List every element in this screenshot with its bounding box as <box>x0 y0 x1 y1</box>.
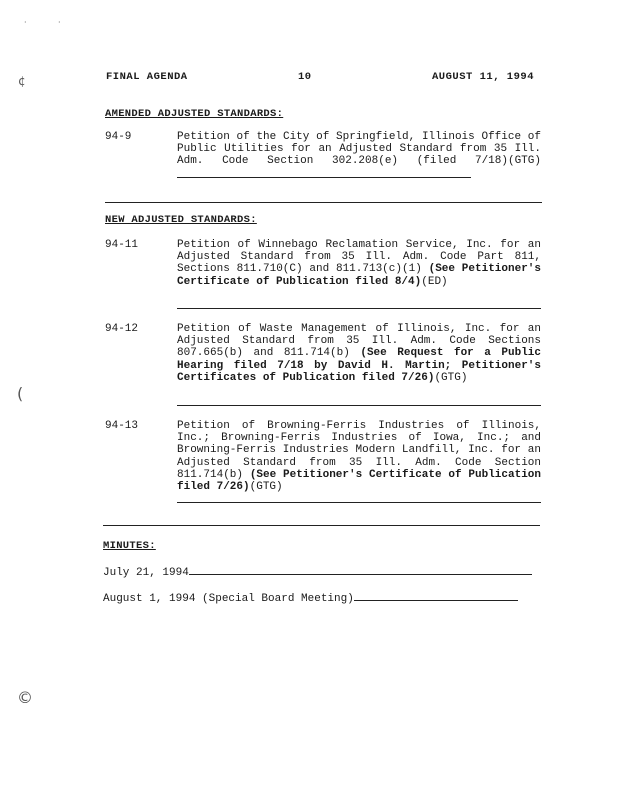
item-number: 94-11 <box>105 239 139 251</box>
item-description: Petition of Waste Management of Illinois, Inc. for an Adjusted Standard from 35 Ill. Adm. Code Sections 807.665(b) and 811.714(b) <box>177 323 541 360</box>
item-initials: (GTG) <box>249 481 283 494</box>
minutes-entry <box>103 590 518 605</box>
scan-mark: ¢ <box>18 74 26 88</box>
section-divider <box>105 202 542 203</box>
item-text <box>177 323 541 384</box>
scan-speck: · <box>58 18 61 27</box>
item-signature-line <box>177 308 541 309</box>
item-note: (See Petitioner's Certificate of Publication filed 8/4) <box>177 263 541 288</box>
item-note: (See Petitioner's Certificate of Publication filed 7/26) <box>177 468 541 494</box>
signature-line <box>177 168 471 178</box>
item-description: Petition of the City of Springfield, Illinois Office of Public Utilities for an Adjusted Standard from 35 Ill. Adm. Code Section 302.208(e) (filed 7/18) <box>177 131 541 168</box>
section-divider <box>103 525 540 526</box>
header-title: FINAL AGENDA <box>106 71 188 83</box>
item-initials: (ED) <box>421 275 448 288</box>
page-number: 10 <box>298 71 312 83</box>
item-number: 94-12 <box>105 323 139 335</box>
item-text <box>177 131 541 182</box>
signature-line <box>189 564 532 575</box>
minutes-entry <box>103 564 532 579</box>
item-number: 94-9 <box>105 131 132 143</box>
item-text <box>177 420 541 493</box>
signature-line <box>354 590 518 601</box>
scan-mark: © <box>17 688 33 707</box>
section-title-new: NEW ADJUSTED STANDARDS: <box>105 214 257 226</box>
item-note: (See Request for a Public Hearing filed 7/18 by David H. Martin; Petitioner's Certificates of Publication filed 7/26) <box>177 347 542 384</box>
section-title-minutes: MINUTES: <box>103 540 156 552</box>
scan-mark: ( <box>17 384 24 403</box>
item-initials: (GTG) <box>434 371 468 384</box>
item-description: Petition of Winnebago Reclamation Service, Inc. for an Adjusted Standard from 35 Ill. Adm. Code Part 811, Sections 811.710(C) and 811.713(c)(1) <box>177 239 541 276</box>
item-description: Petition of Browning-Ferris Industries of Illinois, Inc.; Browning-Ferris Industries of Iowa, Inc.; and Browning-Ferris Industries Modern Landfill, Inc. for an Adjusted Standard from 35 Ill. Adm. Code Section 811.714(b) <box>177 420 541 481</box>
header-date: AUGUST 11, 1994 <box>432 71 535 83</box>
item-initials: (GTG) <box>507 155 541 168</box>
item-text <box>177 239 541 288</box>
scan-speck: · <box>24 18 27 27</box>
minutes-date: July 21, 1994 <box>103 567 189 579</box>
item-signature-line <box>177 502 541 503</box>
minutes-date: August 1, 1994 (Special Board Meeting) <box>103 593 354 605</box>
section-title-amended: AMENDED ADJUSTED STANDARDS: <box>105 108 284 120</box>
item-number: 94-13 <box>105 420 139 432</box>
item-signature-line <box>177 405 541 406</box>
